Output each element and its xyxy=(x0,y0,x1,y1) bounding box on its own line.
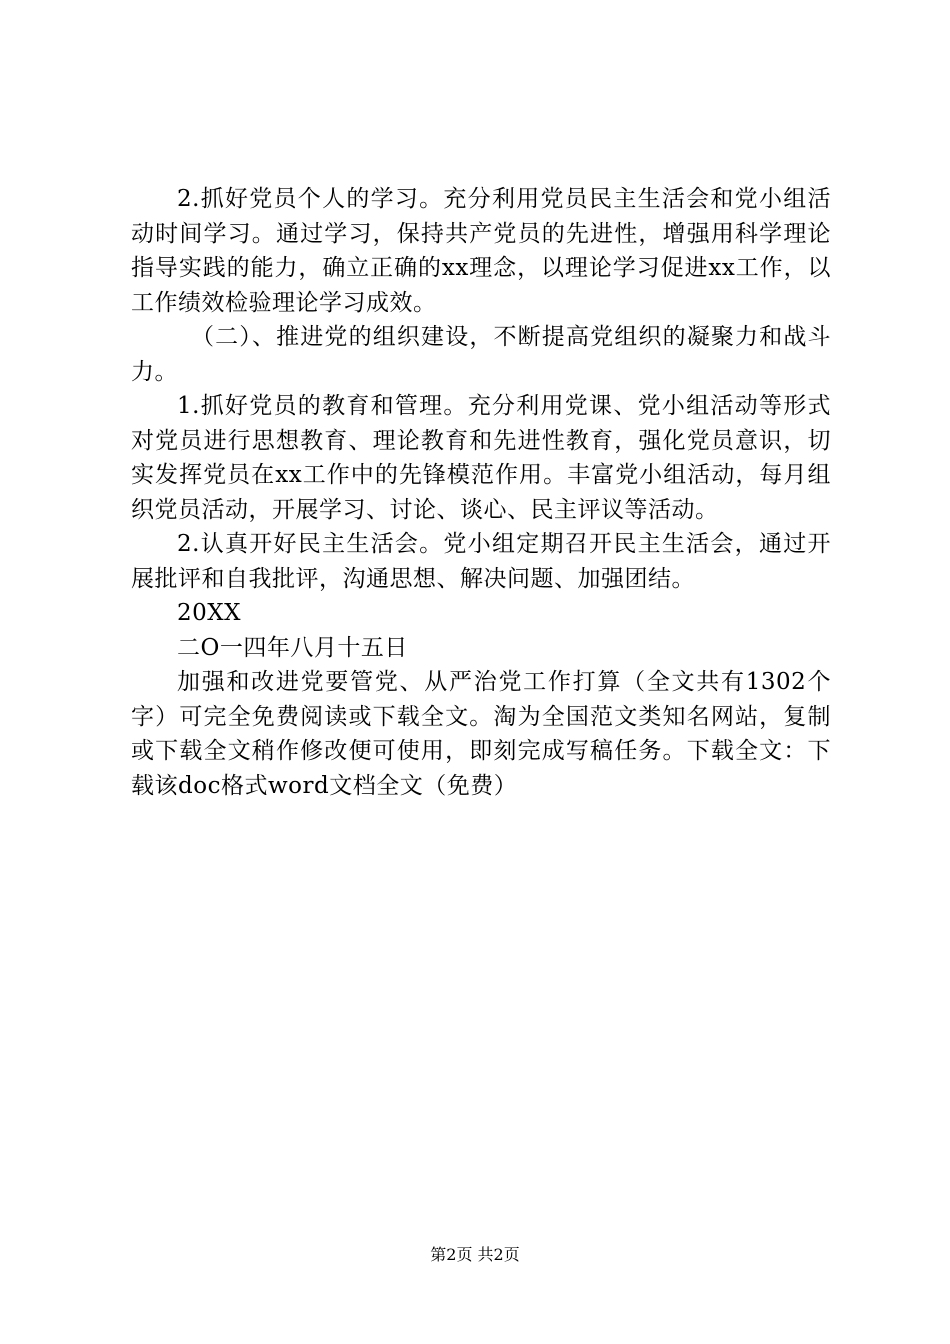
section-heading-organization: （二）、推进党的组织建设，不断提高党组织的凝聚力和战斗力。 xyxy=(131,324,831,385)
paragraph-date: 二O一四年八月十五日 xyxy=(177,634,408,661)
paragraph-democratic-life: 2.认真开好民主生活会。党小组定期召开民主生活会，通过开展批评和自我批评，沟通思想、解决问题、加强团结。 xyxy=(131,531,831,592)
paragraph-year: 20XX xyxy=(177,600,242,626)
page-number-footer: 第2页 共2页 xyxy=(430,1245,520,1264)
paragraph-education-management: 1.抓好党员的教育和管理。充分利用党课、党小组活动等形式对党员进行思想教育、理论教育和先进性教育，强化党员意识，切实发挥党员在xx工作中的先锋模范作用。丰富党小组活动，每月组织党员活动，开展学习、讨论、谈心、民主评议等活动。 xyxy=(131,393,831,523)
document-body xyxy=(131,182,831,803)
paragraph-personal-study: 2.抓好党员个人的学习。充分利用党员民主生活会和党小组活动时间学习。通过学习，保持共产党员的先进性，增强用科学理论指导实践的能力，确立正确的xx理念，以理论学习促进xx工作，以工作绩效检验理论学习成效。 xyxy=(131,186,831,316)
paragraph-download-note: 加强和改进党要管党、从严治党工作打算（全文共有1302个字）可完全免费阅读或下载全文。淘为全国范文类知名网站，复制或下载全文稍作修改便可使用，即刻完成写稿任务。下载全文：下载该doc格式word文档全文（免费） xyxy=(131,669,831,799)
